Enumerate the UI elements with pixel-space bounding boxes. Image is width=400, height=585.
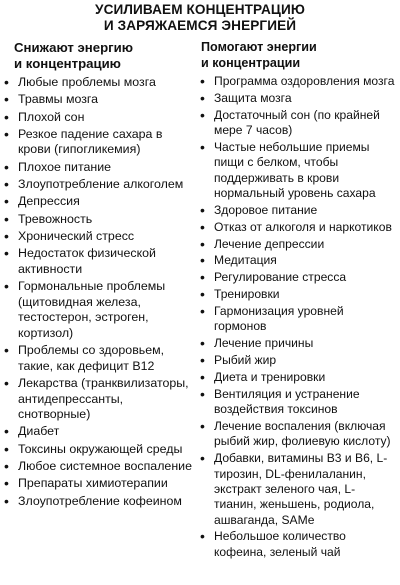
title-line-1: УСИЛИВАЕМ КОНЦЕНТРАЦИЮ [95, 2, 305, 17]
list-item: • Тревожность [4, 212, 192, 228]
list-item: • Вентиляция и устранение воздействия токсинов [200, 387, 396, 418]
list-item: • Рыбий жир [200, 353, 396, 368]
list-item: • Любые проблемы мозга [4, 75, 192, 91]
list-item: • Любое системное воспаление [4, 459, 192, 475]
list-item: • Резкое падение сахара в крови (гипогликемия) [4, 127, 192, 158]
list-item: • Токсины окружающей среды [4, 442, 192, 458]
list-item: • Небольшое количество кофеина, зеленый чай [200, 529, 396, 560]
list-item: • Частые небольшие приемы пищи с белком, чтобы поддерживать в крови нормальный уровень сахара [200, 140, 396, 201]
list-item: • Отказ от алкоголя и наркотиков [200, 220, 396, 235]
list-item: • Добавки, витамины B3 и B6, L-тирозин, DL-фенилаланин, экстракт зеленого чая, L-тианин, женьшень, родиола, ашваганда, SAMe [200, 451, 396, 527]
title-line-2: И ЗАРЯЖАЕМСЯ ЭНЕРГИЕЙ [103, 18, 297, 33]
list-item: • Тренировки [200, 287, 396, 302]
decreasers-column [4, 40, 192, 511]
decreasers-heading-line-1: Снижают энергию [14, 40, 133, 55]
list-item: • Программа оздоровления мозга [200, 74, 396, 89]
list-item: • Здоровое питание [200, 203, 396, 218]
list-item: • Плохой сон [4, 110, 192, 126]
list-item: • Диабет [4, 424, 192, 440]
list-item: • Травмы мозга [4, 92, 192, 108]
list-item: • Лекарства (транквилизаторы, антидепрессанты, снотворные) [4, 376, 192, 423]
helpers-heading-line-2: и концентрации [201, 55, 301, 70]
list-item: • Препараты химиотерапии [4, 476, 192, 492]
helpers-heading [200, 40, 396, 71]
decreasers-heading [4, 40, 192, 72]
page-title [0, 2, 400, 34]
list-item: • Диета и тренировки [200, 370, 396, 385]
list-item: • Проблемы со здоровьем, такие, как дефицит B12 [4, 343, 192, 374]
list-item: • Гормональные проблемы (щитовидная железа, тестостерон, эстроген, кортизол) [4, 279, 192, 341]
list-item: • Злоупотребление кофеином [4, 494, 192, 510]
list-item: • Гармонизация уровней гормонов [200, 304, 396, 335]
list-item: • Лечение воспаления (включая рыбий жир, фолиевую кислоту) [200, 419, 396, 450]
decreasers-list [4, 75, 192, 509]
list-item: • Хронический стресс [4, 229, 192, 245]
decreasers-heading-line-2: и концентрацию [14, 56, 121, 71]
list-item: • Лечение причины [200, 336, 396, 351]
list-item: • Недостаток физической активности [4, 246, 192, 277]
list-item: • Лечение депрессии [200, 237, 396, 252]
list-item: • Медитация [200, 253, 396, 268]
list-item: • Защита мозга [200, 91, 396, 106]
list-item: • Депрессия [4, 194, 192, 210]
helpers-heading-line-1: Помогают энергии [201, 40, 317, 54]
list-item: • Плохое питание [4, 160, 192, 176]
list-item: • Злоупотребление алкоголем [4, 177, 192, 193]
helpers-list [200, 74, 396, 560]
list-item: • Регулирование стресса [200, 270, 396, 285]
list-item: • Достаточный сон (по крайней мере 7 часов) [200, 108, 396, 139]
helpers-column [200, 40, 396, 562]
